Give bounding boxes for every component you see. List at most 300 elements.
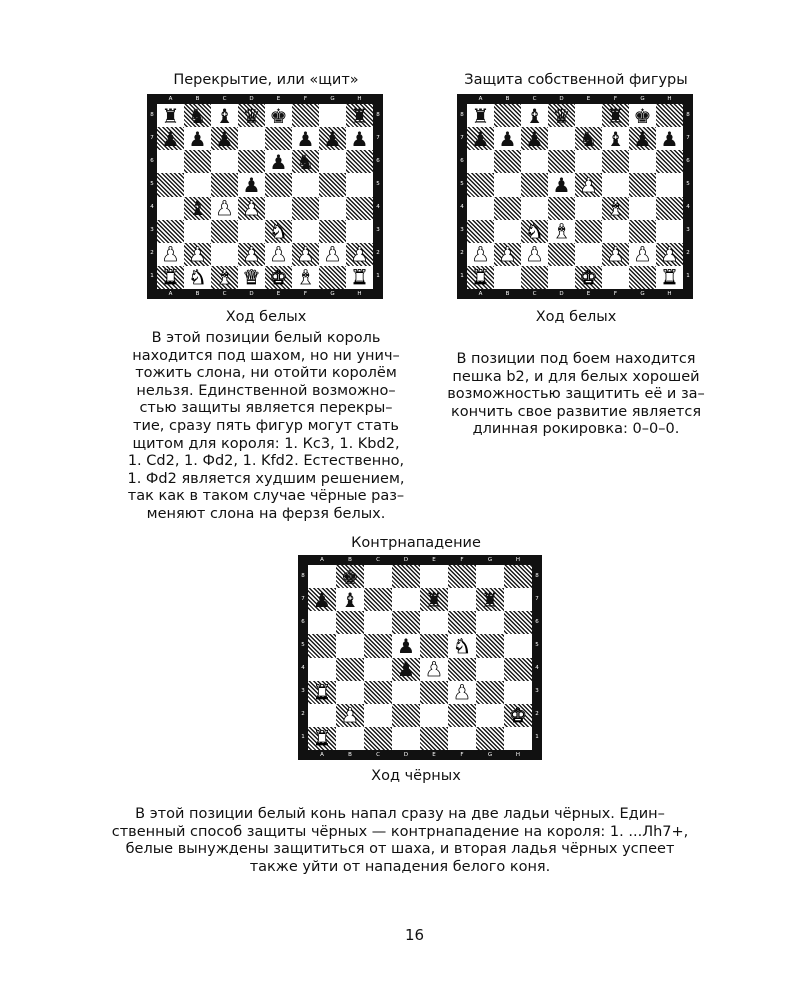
diagram3-caption: Ход чёрных — [371, 768, 461, 784]
square-g2 — [319, 243, 346, 266]
square-d7 — [392, 588, 420, 611]
black-pawn-icon: ♟ — [525, 127, 544, 151]
white-rook-icon: ♜ — [471, 265, 490, 289]
file-label: B — [195, 291, 200, 297]
square-f5 — [448, 634, 476, 657]
square-f8 — [448, 565, 476, 588]
square-b7 — [494, 127, 521, 150]
file-label: H — [357, 291, 362, 297]
white-rook-icon: ♜ — [313, 680, 331, 704]
square-b3 — [494, 220, 521, 243]
text-line: 1. Cd2, 1. Фd2, 1. Kfd2. Естественно, — [127, 453, 405, 470]
square-f3 — [292, 220, 319, 243]
square-g7 — [319, 127, 346, 150]
file-label: G — [487, 752, 493, 758]
square-b2 — [336, 704, 364, 727]
black-queen-icon: ♛ — [552, 104, 571, 128]
square-a5 — [467, 173, 494, 196]
square-c6 — [364, 611, 392, 634]
square-c2 — [521, 243, 548, 266]
rank-label: 3 — [535, 688, 539, 695]
square-f6 — [448, 611, 476, 634]
file-label: H — [515, 752, 521, 758]
rank-label: 2 — [460, 250, 464, 257]
square-e2 — [420, 704, 448, 727]
square-e2 — [575, 243, 602, 266]
square-b3 — [336, 681, 364, 704]
square-d8 — [392, 565, 420, 588]
board-grid — [308, 565, 532, 750]
square-c1 — [521, 266, 548, 289]
square-b5 — [494, 173, 521, 196]
square-e4 — [420, 658, 448, 681]
white-rook-icon: ♜ — [350, 265, 369, 289]
file-label: E — [586, 96, 591, 102]
square-b4 — [494, 197, 521, 220]
white-pawn-icon: ♟ — [579, 173, 598, 197]
square-c3 — [521, 220, 548, 243]
text-line: кончить свое развитие является — [450, 403, 702, 420]
square-d4 — [238, 197, 265, 220]
square-h2 — [346, 243, 373, 266]
file-label: E — [586, 291, 591, 297]
square-a2 — [308, 704, 336, 727]
file-label: H — [357, 96, 362, 102]
file-label: A — [168, 96, 173, 102]
square-f2 — [448, 704, 476, 727]
rank-label: 6 — [150, 157, 154, 164]
file-label: B — [195, 96, 200, 102]
square-b3 — [184, 220, 211, 243]
file-label: B — [348, 752, 352, 758]
rank-label: 5 — [376, 180, 380, 187]
black-pawn-icon: ♟ — [161, 127, 180, 151]
black-rook-icon: ♜ — [161, 104, 180, 128]
square-c5 — [211, 173, 238, 196]
board-grid — [467, 104, 683, 289]
square-c7 — [211, 127, 238, 150]
square-h7 — [656, 127, 683, 150]
square-c7 — [521, 127, 548, 150]
square-d1 — [548, 266, 575, 289]
square-b1 — [336, 727, 364, 750]
square-g3 — [476, 681, 504, 704]
square-g4 — [629, 197, 656, 220]
square-h4 — [656, 197, 683, 220]
square-a8 — [467, 104, 494, 127]
black-bishop-icon: ♝ — [215, 104, 234, 128]
square-b8 — [494, 104, 521, 127]
square-g4 — [476, 658, 504, 681]
square-b5 — [336, 634, 364, 657]
white-pawn-icon: ♟ — [498, 242, 517, 266]
square-g8 — [476, 565, 504, 588]
text-line: также уйти от нападения белого коня. — [249, 858, 551, 875]
text-line: так как в таком случае чёрные раз– — [127, 488, 405, 505]
diagram2-board — [457, 94, 693, 299]
file-label: F — [460, 752, 464, 758]
rank-label: 8 — [376, 111, 380, 118]
white-pawn-icon: ♟ — [323, 242, 342, 266]
rank-label: 8 — [150, 111, 154, 118]
page-number: 16 — [405, 926, 425, 944]
rank-label: 1 — [150, 273, 154, 280]
file-label: F — [613, 291, 618, 297]
diagram2-caption: Ход белых — [535, 309, 617, 325]
text-line: возможностью защитить её и за– — [447, 386, 705, 403]
file-label: B — [505, 96, 510, 102]
file-label: C — [222, 96, 227, 102]
square-h6 — [504, 611, 532, 634]
text-line: пешка b2, и для белых хорошей — [452, 368, 700, 385]
square-c2 — [211, 243, 238, 266]
square-h6 — [656, 150, 683, 173]
rank-label: 7 — [376, 134, 380, 141]
white-pawn-icon: ♟ — [633, 242, 652, 266]
square-f1 — [292, 266, 319, 289]
file-label: C — [532, 291, 537, 297]
square-e3 — [420, 681, 448, 704]
square-b7 — [336, 588, 364, 611]
white-bishop-icon: ♝ — [215, 265, 234, 289]
file-label: C — [376, 752, 380, 758]
square-a6 — [157, 150, 184, 173]
square-a4 — [467, 197, 494, 220]
square-b2 — [494, 243, 521, 266]
square-c4 — [364, 658, 392, 681]
square-e5 — [575, 173, 602, 196]
file-label: H — [667, 291, 672, 297]
square-h3 — [346, 220, 373, 243]
text-line: тие, сразу пять фигур могут стать — [133, 417, 399, 434]
file-label: F — [303, 291, 308, 297]
rank-label: 3 — [150, 227, 154, 234]
square-e2 — [265, 243, 292, 266]
file-label: C — [376, 557, 380, 563]
square-f6 — [292, 150, 319, 173]
rank-label: 4 — [535, 665, 539, 672]
black-king-icon: ♚ — [633, 104, 652, 128]
black-rook-icon: ♜ — [606, 104, 625, 128]
square-h5 — [504, 634, 532, 657]
white-pawn-icon: ♟ — [425, 657, 443, 681]
white-bishop-icon: ♝ — [296, 265, 315, 289]
square-b1 — [184, 266, 211, 289]
square-b1 — [494, 266, 521, 289]
square-c2 — [364, 704, 392, 727]
white-pawn-icon: ♟ — [242, 242, 261, 266]
black-pawn-icon: ♟ — [552, 173, 571, 197]
rank-label: 7 — [460, 134, 464, 141]
square-c3 — [364, 681, 392, 704]
black-knight-icon: ♞ — [579, 127, 598, 151]
black-bishop-icon: ♝ — [606, 127, 625, 151]
square-c1 — [364, 727, 392, 750]
diagram2-text — [418, 351, 734, 439]
black-rook-icon: ♜ — [350, 104, 369, 128]
square-c3 — [211, 220, 238, 243]
square-g7 — [476, 588, 504, 611]
board-grid — [157, 104, 373, 289]
square-b4 — [184, 197, 211, 220]
square-h3 — [656, 220, 683, 243]
black-king-icon: ♚ — [341, 565, 359, 589]
file-label: A — [320, 557, 324, 563]
square-a3 — [467, 220, 494, 243]
square-d5 — [548, 173, 575, 196]
square-g8 — [319, 104, 346, 127]
square-b6 — [184, 150, 211, 173]
square-a3 — [308, 681, 336, 704]
square-h1 — [504, 727, 532, 750]
rank-label: 5 — [301, 641, 305, 648]
square-f2 — [292, 243, 319, 266]
black-pawn-icon: ♟ — [471, 127, 490, 151]
square-c5 — [521, 173, 548, 196]
file-label: G — [330, 96, 335, 102]
square-e5 — [265, 173, 292, 196]
rank-label: 1 — [376, 273, 380, 280]
square-c1 — [211, 266, 238, 289]
rank-label: 3 — [301, 688, 305, 695]
square-f1 — [602, 266, 629, 289]
file-label: A — [320, 752, 324, 758]
rank-label: 4 — [686, 204, 690, 211]
square-g1 — [319, 266, 346, 289]
square-g4 — [319, 197, 346, 220]
black-pawn-icon: ♟ — [397, 657, 415, 681]
file-label: A — [478, 96, 483, 102]
square-c7 — [364, 588, 392, 611]
square-h7 — [504, 588, 532, 611]
square-b6 — [336, 611, 364, 634]
file-label: G — [330, 291, 335, 297]
white-queen-icon: ♛ — [242, 265, 261, 289]
square-b7 — [184, 127, 211, 150]
text-line: находится под шахом, но ни унич– — [132, 347, 400, 364]
square-h4 — [504, 658, 532, 681]
square-c4 — [521, 197, 548, 220]
black-rook-icon: ♜ — [425, 588, 443, 612]
square-b6 — [494, 150, 521, 173]
square-d1 — [238, 266, 265, 289]
rank-label: 2 — [686, 250, 690, 257]
square-e5 — [420, 634, 448, 657]
diagram3-text — [60, 806, 740, 876]
rank-label: 6 — [535, 618, 539, 625]
text-line: В позиции под боем находится — [456, 351, 696, 367]
file-label: E — [276, 291, 281, 297]
square-e6 — [420, 611, 448, 634]
square-a3 — [157, 220, 184, 243]
white-pawn-icon: ♟ — [269, 242, 288, 266]
square-a5 — [157, 173, 184, 196]
rank-label: 4 — [376, 204, 380, 211]
white-king-icon: ♚ — [509, 703, 527, 727]
white-pawn-icon: ♟ — [350, 242, 369, 266]
rank-label: 4 — [460, 204, 464, 211]
white-bishop-icon: ♝ — [552, 219, 571, 243]
black-pawn-icon: ♟ — [269, 150, 288, 174]
square-a5 — [308, 634, 336, 657]
black-pawn-icon: ♟ — [323, 127, 342, 151]
white-pawn-icon: ♟ — [660, 242, 679, 266]
diagram2-title: Защита собственной фигуры — [464, 72, 688, 88]
diagram3-board — [298, 555, 542, 760]
rank-label: 3 — [376, 227, 380, 234]
square-d6 — [548, 150, 575, 173]
rank-label: 7 — [301, 595, 305, 602]
file-label: E — [432, 557, 436, 563]
white-rook-icon: ♜ — [313, 726, 331, 750]
square-f1 — [448, 727, 476, 750]
black-knight-icon: ♞ — [296, 150, 315, 174]
square-h2 — [656, 243, 683, 266]
diagram3-title: Контрнападение — [351, 535, 481, 551]
white-king-icon: ♚ — [579, 265, 598, 289]
file-label: G — [640, 96, 645, 102]
square-e7 — [265, 127, 292, 150]
square-b2 — [184, 243, 211, 266]
square-h1 — [346, 266, 373, 289]
square-g6 — [629, 150, 656, 173]
square-f5 — [602, 173, 629, 196]
white-knight-icon: ♞ — [269, 219, 288, 243]
black-pawn-icon: ♟ — [633, 127, 652, 151]
rank-label: 1 — [535, 734, 539, 741]
file-label: A — [168, 291, 173, 297]
square-d3 — [238, 220, 265, 243]
square-h7 — [346, 127, 373, 150]
square-f4 — [602, 197, 629, 220]
square-d8 — [238, 104, 265, 127]
square-c4 — [211, 197, 238, 220]
square-f4 — [448, 658, 476, 681]
rank-label: 6 — [376, 157, 380, 164]
square-a1 — [467, 266, 494, 289]
white-king-icon: ♚ — [269, 265, 288, 289]
file-label: D — [403, 752, 409, 758]
square-e7 — [420, 588, 448, 611]
rank-label: 6 — [301, 618, 305, 625]
file-label: B — [505, 291, 510, 297]
file-label: E — [276, 96, 281, 102]
rank-label: 3 — [460, 227, 464, 234]
square-f2 — [602, 243, 629, 266]
square-g2 — [629, 243, 656, 266]
rank-label: 7 — [150, 134, 154, 141]
square-c6 — [521, 150, 548, 173]
square-f5 — [292, 173, 319, 196]
file-label: D — [403, 557, 409, 563]
black-pawn-icon: ♟ — [313, 588, 331, 612]
white-knight-icon: ♞ — [525, 219, 544, 243]
square-d4 — [392, 658, 420, 681]
black-pawn-icon: ♟ — [188, 127, 207, 151]
square-a8 — [308, 565, 336, 588]
square-d8 — [548, 104, 575, 127]
black-bishop-icon: ♝ — [188, 196, 207, 220]
square-e8 — [265, 104, 292, 127]
square-a6 — [467, 150, 494, 173]
square-d6 — [238, 150, 265, 173]
text-line: длинная рокировка: 0–0–0. — [472, 421, 680, 438]
diagram1-caption: Ход белых — [225, 309, 307, 325]
square-f7 — [292, 127, 319, 150]
rank-label: 5 — [535, 641, 539, 648]
square-a4 — [157, 197, 184, 220]
white-bishop-icon: ♝ — [606, 196, 625, 220]
square-g3 — [629, 220, 656, 243]
square-e8 — [575, 104, 602, 127]
file-label: C — [532, 96, 537, 102]
square-e3 — [265, 220, 292, 243]
text-line: В этой позиции белый конь напал сразу на две ладьи чёрных. Един– — [135, 806, 665, 822]
square-a1 — [308, 727, 336, 750]
black-pawn-icon: ♟ — [215, 127, 234, 151]
square-d7 — [238, 127, 265, 150]
square-d2 — [238, 243, 265, 266]
file-label: A — [478, 291, 483, 297]
square-h8 — [346, 104, 373, 127]
rank-label: 6 — [460, 157, 464, 164]
white-rook-icon: ♜ — [660, 265, 679, 289]
file-label: E — [432, 752, 436, 758]
square-f3 — [602, 220, 629, 243]
rank-label: 2 — [150, 250, 154, 257]
black-bishop-icon: ♝ — [525, 104, 544, 128]
square-a1 — [157, 266, 184, 289]
square-c6 — [211, 150, 238, 173]
square-f4 — [292, 197, 319, 220]
rank-label: 2 — [535, 711, 539, 718]
file-label: G — [487, 557, 493, 563]
white-pawn-icon: ♟ — [606, 242, 625, 266]
square-b5 — [184, 173, 211, 196]
square-f7 — [602, 127, 629, 150]
file-label: G — [640, 291, 645, 297]
white-pawn-icon: ♟ — [242, 196, 261, 220]
text-line: белые вынуждены защититься от шаха, и вторая ладья чёрных успеет — [125, 841, 675, 858]
text-line: меняют слона на ферзя белых. — [146, 505, 386, 522]
rank-label: 8 — [686, 111, 690, 118]
file-label: C — [222, 291, 227, 297]
black-pawn-icon: ♟ — [350, 127, 369, 151]
square-a7 — [157, 127, 184, 150]
square-e1 — [420, 727, 448, 750]
white-rook-icon: ♜ — [161, 265, 180, 289]
white-knight-icon: ♞ — [453, 634, 471, 658]
black-king-icon: ♚ — [269, 104, 288, 128]
square-b8 — [336, 565, 364, 588]
text-line: стью защиты является перекры– — [139, 400, 393, 417]
black-pawn-icon: ♟ — [397, 634, 415, 658]
white-pawn-icon: ♟ — [453, 680, 471, 704]
rank-label: 3 — [686, 227, 690, 234]
square-e4 — [575, 197, 602, 220]
square-a8 — [157, 104, 184, 127]
square-b4 — [336, 658, 364, 681]
white-pawn-icon: ♟ — [525, 242, 544, 266]
diagram1-board — [147, 94, 383, 299]
text-line: тожить слона, ни отойти королём — [135, 365, 397, 382]
file-label: H — [515, 557, 521, 563]
rank-label: 7 — [535, 595, 539, 602]
rank-label: 6 — [686, 157, 690, 164]
black-pawn-icon: ♟ — [660, 127, 679, 151]
file-label: D — [249, 96, 254, 102]
white-pawn-icon: ♟ — [296, 242, 315, 266]
